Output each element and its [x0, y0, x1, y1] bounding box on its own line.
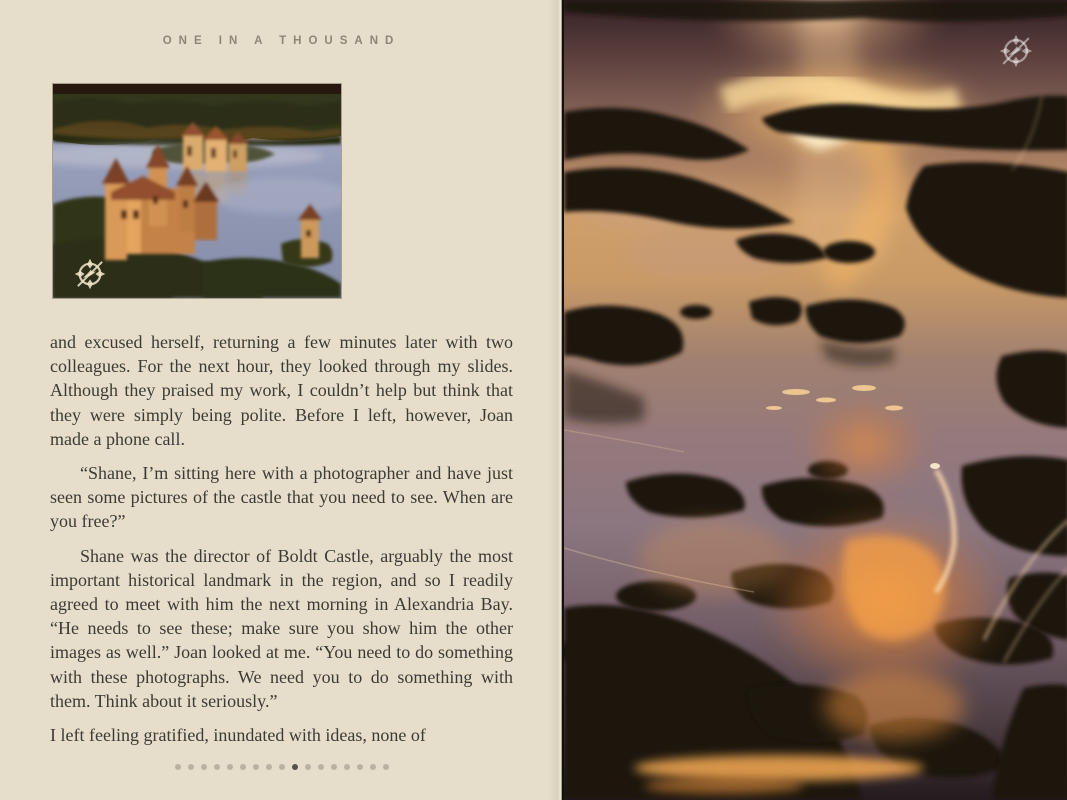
sunset-photo-art — [564, 0, 1067, 800]
compass-icon — [72, 256, 108, 292]
page-dots — [50, 762, 513, 772]
compass-icon — [997, 32, 1035, 70]
page-dot — [188, 764, 194, 770]
body-text — [50, 330, 513, 757]
sunset-photo[interactable] — [562, 0, 1067, 800]
castle-photo[interactable] — [53, 84, 341, 298]
running-header: ONE IN A THOUSAND — [162, 35, 401, 47]
page-dot — [227, 764, 233, 770]
page-dot — [318, 764, 324, 770]
page-dot — [344, 764, 350, 770]
page-dot — [253, 764, 259, 770]
page-dot — [201, 764, 207, 770]
paragraph: I left feeling gratified, inundated with ideas, none of — [50, 725, 426, 746]
page-dot — [279, 764, 285, 770]
paragraph: Shane was the director of Boldt Castle, arguably the most important historical landmark in the region, and so I readily agreed to meet with him the next morning in Alexandria Bay. “He needs to see these; make sure you show him the other images as well.” Joan looked at me. “You need to do something with these photographs. We need you to do something with them. Think about it seriously.” — [50, 545, 513, 711]
page-dot — [357, 764, 363, 770]
page-dot — [175, 764, 181, 770]
page-dot-active — [292, 764, 298, 770]
page-dot — [383, 764, 389, 770]
page-dot — [370, 764, 376, 770]
page-dot — [266, 764, 272, 770]
paragraph: “Shane, I’m sitting here with a photographer and have just seen some pictures of the castle that you need to see. When are you free?” — [50, 463, 513, 532]
page-dot — [331, 764, 337, 770]
page-dot — [240, 764, 246, 770]
paragraph: and excused herself, returning a few minutes later with two colleagues. For the next hour, they looked through my slides. Although they praised my work, I couldn’t help but think that they were simply being polite. Before I left, however, Joan made a phone call. — [50, 332, 513, 449]
page-dot — [305, 764, 311, 770]
page-dot — [214, 764, 220, 770]
